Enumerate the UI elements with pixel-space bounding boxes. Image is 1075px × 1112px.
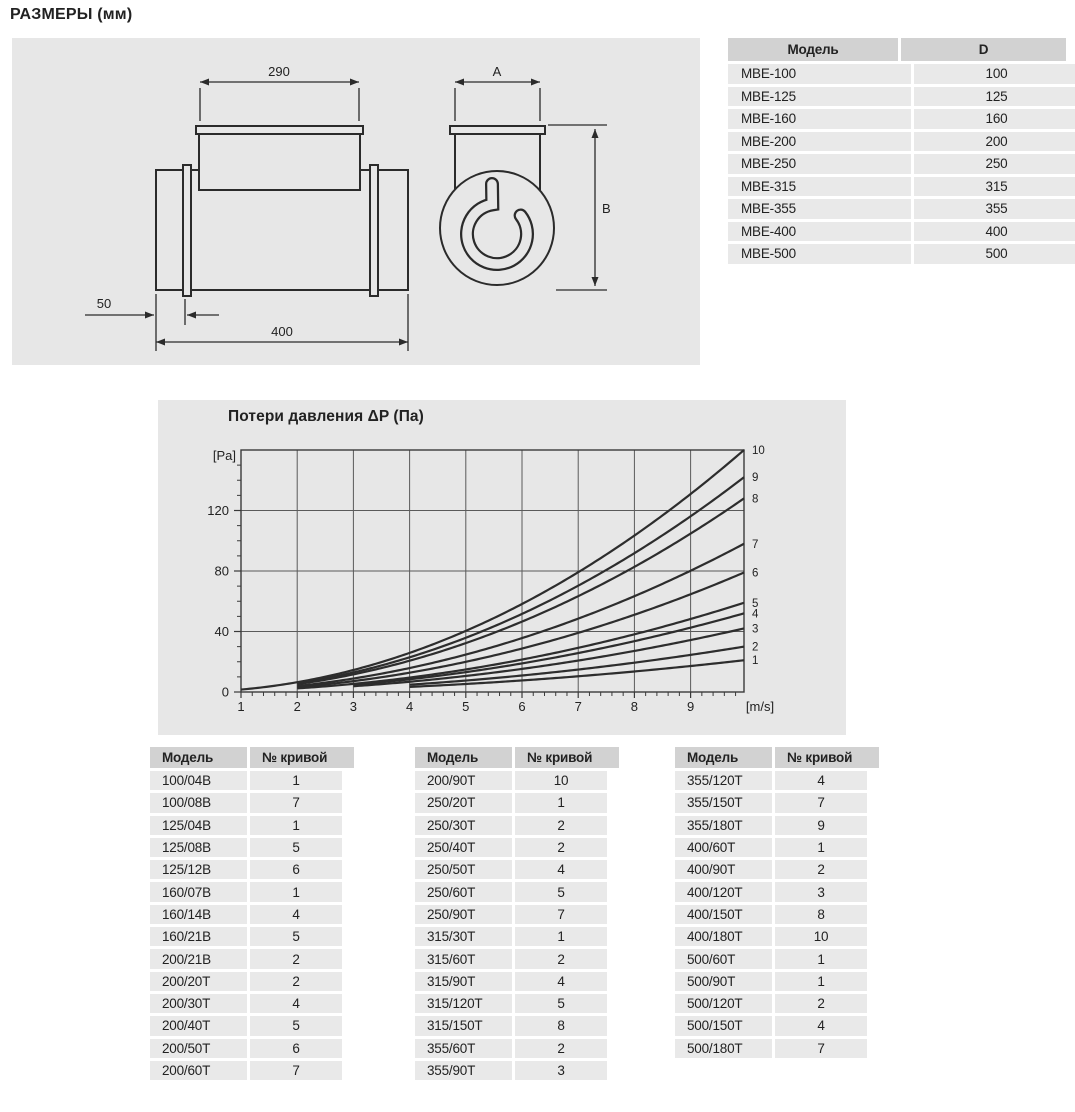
table-cell: 315/120Т	[415, 994, 512, 1013]
table-cell: 160	[914, 109, 1075, 129]
table-row	[415, 882, 619, 901]
dim-label-290: 290	[268, 64, 290, 79]
column-header: Модель	[415, 747, 512, 768]
table-cell: 125/04В	[150, 816, 247, 835]
table-cell: 6	[250, 860, 342, 879]
table-cell: 100/08В	[150, 793, 247, 812]
column-header: № кривой	[775, 747, 879, 768]
curve-label-8: 8	[752, 493, 759, 506]
table-cell: 250/60Т	[415, 882, 512, 901]
x-axis-unit: [m/s]	[745, 699, 775, 714]
terminal-box-side-view	[199, 134, 360, 190]
table-cell: 2	[775, 860, 867, 879]
curve-label-7: 7	[752, 538, 759, 551]
x-tick-label: 6	[518, 699, 526, 714]
duct-flange-right	[370, 165, 378, 296]
table-row	[150, 994, 354, 1013]
table-row	[415, 860, 619, 879]
table-row	[728, 87, 1075, 107]
table-row	[728, 64, 1075, 84]
curve-9	[297, 477, 744, 683]
table-row	[415, 838, 619, 857]
table-row	[150, 860, 354, 879]
column-header: Модель	[675, 747, 772, 768]
table-cell: 7	[515, 905, 607, 924]
table-cell: 2	[515, 816, 607, 835]
table-row	[728, 132, 1075, 152]
table-row	[728, 154, 1075, 174]
table-cell: МВЕ-355	[728, 199, 911, 219]
x-tick-label: 1	[237, 699, 245, 714]
table-cell: 100/04В	[150, 771, 247, 790]
table-cell: 400	[914, 222, 1075, 242]
table-cell: 315/60Т	[415, 949, 512, 968]
table-cell: 6	[250, 1039, 342, 1058]
table-cell: 400/180Т	[675, 927, 772, 946]
table-cell: 160/07В	[150, 882, 247, 901]
table-cell: 1	[515, 793, 607, 812]
table-cell: МВЕ-100	[728, 64, 911, 84]
column-header: Модель	[728, 38, 898, 61]
table-header-row	[675, 747, 879, 768]
table-cell: 100	[914, 64, 1075, 84]
table-cell: 315/30Т	[415, 927, 512, 946]
table-row	[415, 771, 619, 790]
x-tick-label: 5	[462, 699, 470, 714]
table-row	[728, 199, 1075, 219]
table-cell: 125	[914, 87, 1075, 107]
table-cell: 3	[515, 1061, 607, 1080]
table-row	[675, 882, 879, 901]
table-cell: 5	[250, 838, 342, 857]
x-tick-label: 8	[630, 699, 639, 714]
x-tick-label: 9	[686, 699, 695, 714]
curve-number-table-1	[150, 747, 354, 1083]
table-cell: 1	[775, 838, 867, 857]
table-cell: 160/21В	[150, 927, 247, 946]
dim-label-b: B	[602, 201, 611, 216]
table-cell: 1	[775, 949, 867, 968]
table-cell: 2	[250, 972, 342, 991]
curve-label-10: 10	[752, 445, 765, 457]
table-row	[150, 771, 354, 790]
table-row	[728, 109, 1075, 129]
table-cell: МВЕ-125	[728, 87, 911, 107]
table-cell: 7	[775, 1039, 867, 1058]
table-cell: 5	[250, 1016, 342, 1035]
table-cell: 2	[515, 838, 607, 857]
table-row	[415, 1039, 619, 1058]
table-cell: 400/150Т	[675, 905, 772, 924]
table-cell: 355/60Т	[415, 1039, 512, 1058]
table-cell: 500/150Т	[675, 1016, 772, 1035]
curve-10	[241, 450, 744, 690]
table-cell: 1	[250, 816, 342, 835]
table-row	[675, 1039, 879, 1058]
table-cell: 1	[250, 882, 342, 901]
table-row	[415, 816, 619, 835]
table-row	[675, 793, 879, 812]
curve-label-2: 2	[752, 641, 759, 654]
table-cell: 10	[515, 771, 607, 790]
x-tick-label: 4	[405, 699, 414, 714]
table-row	[728, 244, 1075, 264]
table-cell: 4	[515, 972, 607, 991]
page-title: РАЗМЕРЫ (мм)	[10, 6, 133, 23]
table-cell: 400/120Т	[675, 882, 772, 901]
table-header-row	[415, 747, 619, 768]
table-cell: 200/21В	[150, 949, 247, 968]
table-row	[150, 927, 354, 946]
table-row	[150, 838, 354, 857]
table-cell: 355	[914, 199, 1075, 219]
column-header: № кривой	[515, 747, 619, 768]
table-row	[150, 816, 354, 835]
curve-label-5: 5	[752, 597, 759, 610]
table-cell: МВЕ-200	[728, 132, 911, 152]
table-cell: 2	[515, 1039, 607, 1058]
table-cell: 500/120Т	[675, 994, 772, 1013]
curve-number-table-2	[415, 747, 619, 1083]
curve-label-6: 6	[752, 567, 759, 580]
table-row	[150, 1039, 354, 1058]
table-cell: 500/90Т	[675, 972, 772, 991]
table-row	[728, 222, 1075, 242]
table-cell: 250/20Т	[415, 793, 512, 812]
table-cell: 4	[775, 771, 867, 790]
table-cell: 250/30Т	[415, 816, 512, 835]
table-cell: 125/12В	[150, 860, 247, 879]
table-cell: 7	[250, 793, 342, 812]
table-row	[150, 1016, 354, 1035]
table-row	[675, 1016, 879, 1035]
table-cell: 7	[250, 1061, 342, 1080]
x-tick-label: 7	[574, 699, 582, 714]
table-cell: МВЕ-315	[728, 177, 911, 197]
table-cell: МВЕ-250	[728, 154, 911, 174]
curve-label-9: 9	[752, 472, 759, 485]
column-header: Модель	[150, 747, 247, 768]
table-header-row	[728, 38, 1075, 61]
table-cell: 200/30Т	[150, 994, 247, 1013]
table-cell: МВЕ-160	[728, 109, 911, 129]
chart-title: Потери давления ΔP (Па)	[228, 408, 424, 425]
table-cell: 500/60Т	[675, 949, 772, 968]
table-row	[675, 838, 879, 857]
curve-label-1: 1	[752, 655, 759, 668]
table-row	[675, 860, 879, 879]
curve-label-3: 3	[752, 623, 759, 636]
terminal-box-lid-front-view	[450, 126, 545, 134]
table-cell: 5	[250, 927, 342, 946]
model-diameter-table	[728, 38, 1075, 267]
table-cell: 250/40Т	[415, 838, 512, 857]
table-cell: 250/90Т	[415, 905, 512, 924]
table-cell: МВЕ-500	[728, 244, 911, 264]
table-cell: 200/60Т	[150, 1061, 247, 1080]
dimensions-drawing	[12, 38, 700, 365]
curve-label-4: 4	[752, 608, 759, 621]
table-cell: 9	[775, 816, 867, 835]
table-cell: 160/14В	[150, 905, 247, 924]
table-cell: 200/40Т	[150, 1016, 247, 1035]
table-cell: 1	[515, 927, 607, 946]
pressure-loss-chart	[158, 400, 846, 735]
dim-label-400: 400	[271, 324, 293, 339]
table-cell: 1	[250, 771, 342, 790]
table-cell: 2	[775, 994, 867, 1013]
terminal-box-lid-side-view	[196, 126, 363, 134]
table-header-row	[150, 747, 354, 768]
table-cell: 2	[515, 949, 607, 968]
y-axis-unit: [Pa]	[212, 448, 236, 463]
table-cell: 400/90Т	[675, 860, 772, 879]
table-row	[415, 949, 619, 968]
table-cell: 500/180Т	[675, 1039, 772, 1058]
y-tick-label: 80	[214, 563, 229, 579]
table-row	[675, 905, 879, 924]
table-cell: 1	[775, 972, 867, 991]
table-cell: 5	[515, 994, 607, 1013]
table-row	[415, 994, 619, 1013]
table-cell: 355/90Т	[415, 1061, 512, 1080]
table-cell: 125/08В	[150, 838, 247, 857]
dim-label-a: A	[492, 64, 502, 79]
table-row	[150, 882, 354, 901]
table-row	[675, 816, 879, 835]
table-cell: 250	[914, 154, 1075, 174]
table-cell: 200/90Т	[415, 771, 512, 790]
table-cell: 400/60Т	[675, 838, 772, 857]
table-cell: 315	[914, 177, 1075, 197]
dim-label-50: 50	[96, 296, 112, 311]
table-row	[675, 927, 879, 946]
curve-4	[353, 613, 744, 685]
table-cell: 8	[775, 905, 867, 924]
x-tick-label: 3	[349, 699, 358, 714]
table-cell: 355/120Т	[675, 771, 772, 790]
y-tick-label: 120	[207, 503, 229, 519]
table-cell: 2	[250, 949, 342, 968]
duct-flange-left	[183, 165, 191, 296]
table-row	[415, 927, 619, 946]
table-row	[150, 1061, 354, 1080]
table-cell: 355/180Т	[675, 816, 772, 835]
table-row	[150, 905, 354, 924]
table-cell: 10	[775, 927, 867, 946]
column-header: № кривой	[250, 747, 354, 768]
table-cell: 200	[914, 132, 1075, 152]
table-cell: 4	[515, 860, 607, 879]
table-cell: 8	[515, 1016, 607, 1035]
table-row	[150, 972, 354, 991]
table-cell: 5	[515, 882, 607, 901]
table-cell: 4	[250, 905, 342, 924]
table-row	[415, 972, 619, 991]
table-cell: 250/50Т	[415, 860, 512, 879]
table-cell: 4	[775, 1016, 867, 1035]
table-cell: 3	[775, 882, 867, 901]
table-row	[728, 177, 1075, 197]
pressure-loss-chart-panel	[158, 400, 846, 735]
y-tick-label: 0	[221, 684, 229, 700]
table-row	[415, 1016, 619, 1035]
table-cell: 200/20Т	[150, 972, 247, 991]
y-tick-label: 40	[214, 624, 229, 640]
table-row	[415, 905, 619, 924]
table-row	[675, 972, 879, 991]
table-row	[150, 949, 354, 968]
table-row	[415, 793, 619, 812]
column-header: D	[901, 38, 1066, 61]
table-row	[415, 1061, 619, 1080]
table-row	[675, 994, 879, 1013]
table-cell: МВЕ-400	[728, 222, 911, 242]
curve-number-table-3	[675, 747, 879, 1061]
table-cell: 500	[914, 244, 1075, 264]
x-tick-label: 2	[293, 699, 301, 714]
table-cell: 200/50Т	[150, 1039, 247, 1058]
dimensions-drawing-panel	[12, 38, 700, 365]
table-cell: 315/150Т	[415, 1016, 512, 1035]
table-cell: 4	[250, 994, 342, 1013]
table-row	[675, 771, 879, 790]
table-cell: 7	[775, 793, 867, 812]
table-cell: 355/150Т	[675, 793, 772, 812]
table-row	[675, 949, 879, 968]
table-row	[150, 793, 354, 812]
table-cell: 315/90Т	[415, 972, 512, 991]
